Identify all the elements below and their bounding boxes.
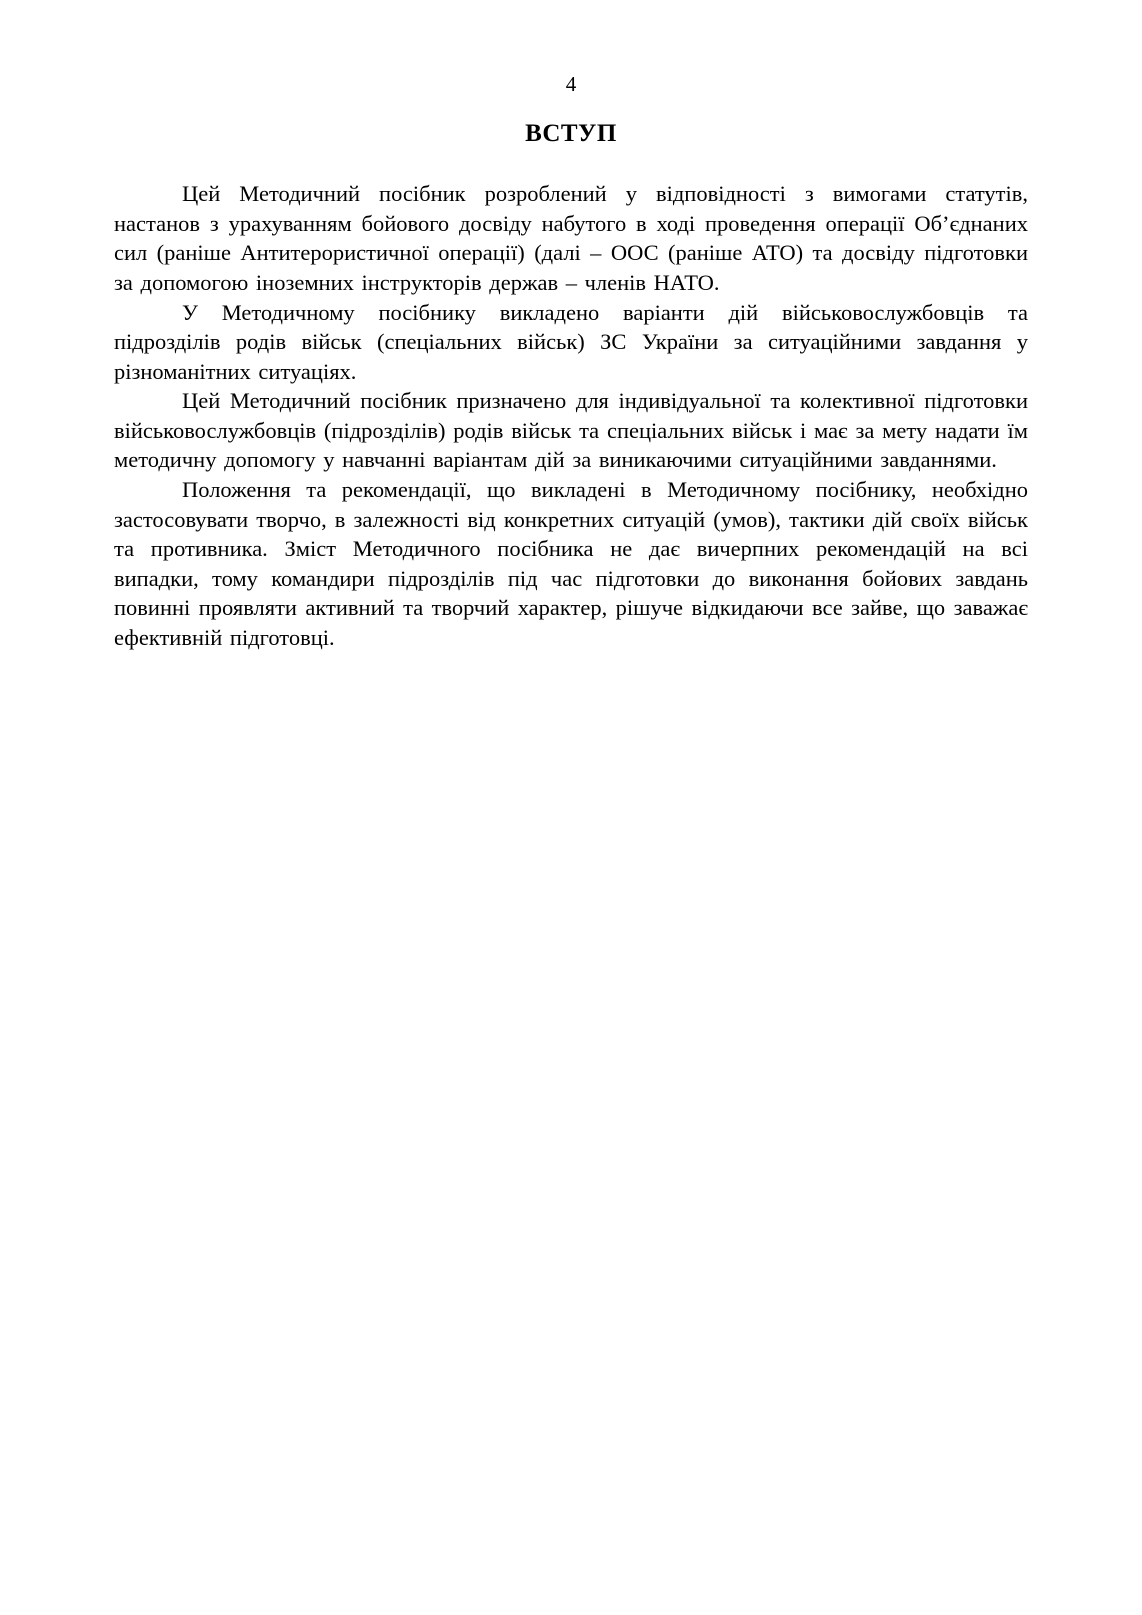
page-number: 4 xyxy=(565,72,577,96)
paragraph: Положення та рекомендації, що викладені в Методичному посібнику, необхідно застосовувати творчо, в залежності від конкретних ситуацій (умов), тактики дій своїх військ та противника. Зміст Методичного посібника не дає вичерпних рекомендацій на всі випадки, тому командири підрозділів під час підготовки до виконання бойових завдань повинні проявляти активний та творчий характер, рішуче відкидаючи все зайве, що заважає ефективній підготовці. xyxy=(114,476,1028,650)
paragraph: Цей Методичний посібник призначено для індивідуальної та колективної підготовки військовослужбовців (підрозділів) родів військ та спеціальних військ і має за мету надати їм методичну допомогу у навчанні варіантам дій за виникаючими ситуаційними завданнями. xyxy=(114,388,1028,473)
body-text xyxy=(114,179,1028,652)
page-title: ВСТУП xyxy=(525,120,617,148)
paragraph: У Методичному посібнику викладено варіанти дій військовослужбовців та підрозділів родів військ (спеціальних військ) ЗС України за ситуаційними завдання у різноманітних ситуаціях. xyxy=(114,299,1028,384)
paragraph: Цей Методичний посібник розроблений у відповідності з вимогами статутів, настанов з урахуванням бойового досвіду набутого в ході проведення операції Об’єднаних сил (раніше Антитерористичної операції) (далі – ООС (раніше АТО) та досвіду підготовки за допомогою іноземних інструкторів держав – членів НАТО. xyxy=(114,181,1028,295)
